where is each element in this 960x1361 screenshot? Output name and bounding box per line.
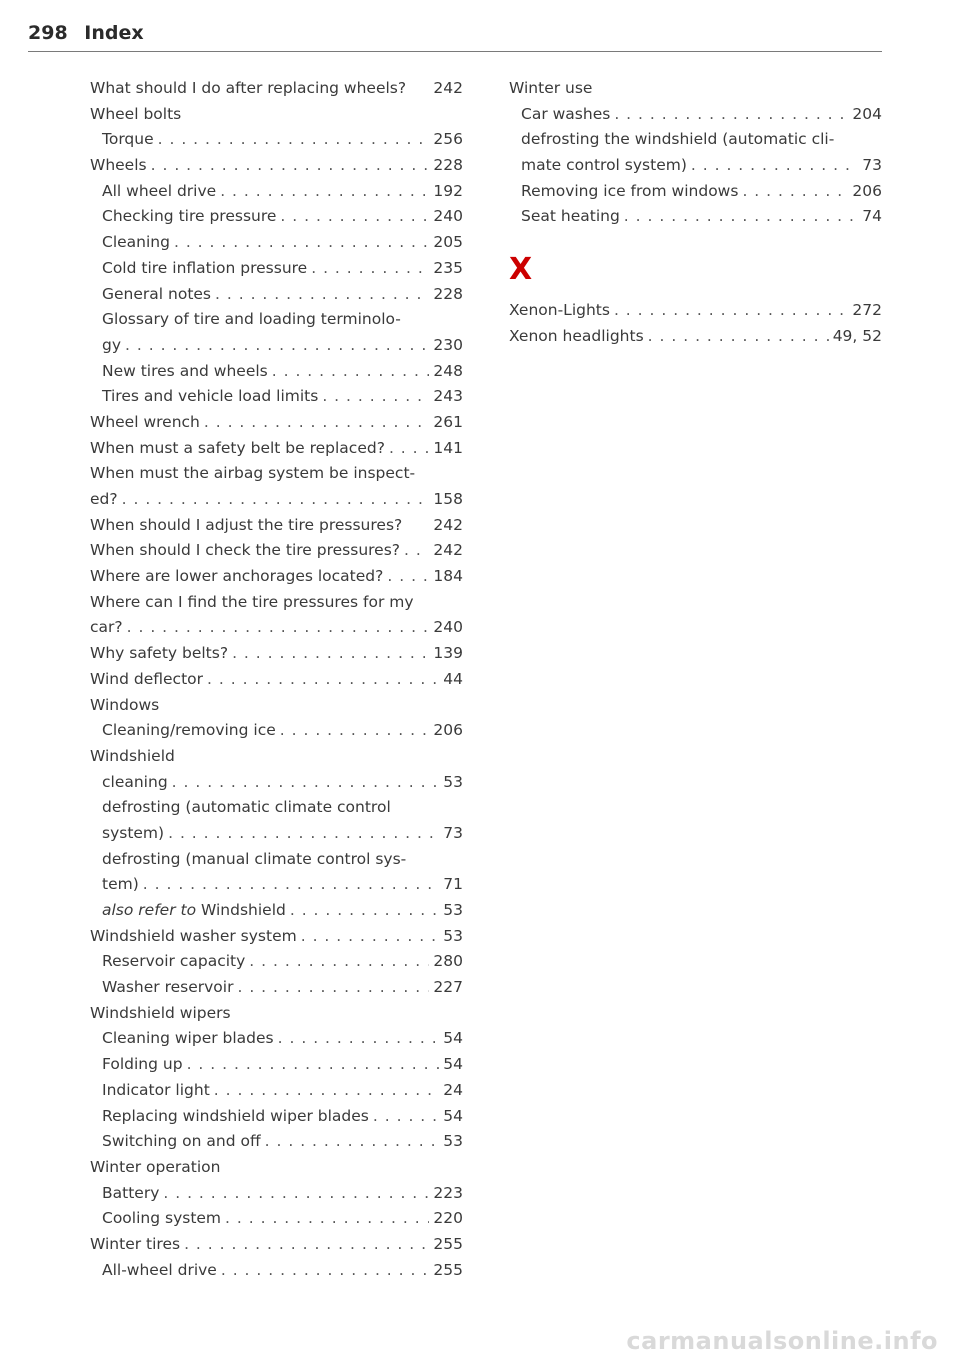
index-subentry bbox=[90, 230, 463, 256]
dot-leader bbox=[265, 1129, 440, 1155]
index-entry-text: Reservoir capacity bbox=[102, 952, 246, 971]
index-page-number: 192 bbox=[433, 181, 463, 200]
index-subentry bbox=[509, 153, 882, 179]
dot-leader bbox=[143, 872, 440, 898]
index-entry-text: Windshield bbox=[201, 901, 286, 919]
index-entry-text: General notes bbox=[102, 284, 212, 303]
index-subentry bbox=[90, 1181, 463, 1207]
dot-leader bbox=[614, 298, 848, 324]
index-page-number: 240 bbox=[433, 207, 463, 226]
index-page-number: 280 bbox=[433, 952, 463, 971]
index-page-number: 141 bbox=[433, 438, 463, 457]
dot-leader bbox=[272, 359, 430, 385]
index-entry-text: defrosting (manual climate control sys- bbox=[102, 849, 407, 868]
index-entry-text: Wheels bbox=[90, 156, 147, 175]
index-entry bbox=[90, 744, 463, 770]
index-column-left bbox=[90, 76, 463, 1283]
index-page-number: 74 bbox=[862, 207, 882, 226]
index-entry-text: When must the airbag system be inspect- bbox=[90, 464, 416, 483]
index-entry-text: Xenon-Lights bbox=[509, 301, 610, 320]
index-subentry bbox=[90, 282, 463, 308]
index-entry bbox=[90, 436, 463, 462]
index-subentry bbox=[509, 179, 882, 205]
index-entry-text: defrosting the windshield (automatic cli- bbox=[521, 130, 835, 149]
index-entry-text: Washer reservoir bbox=[102, 978, 234, 997]
watermark: carmanualsonline.info bbox=[626, 1327, 938, 1355]
index-entry-text: Why safety belts? bbox=[90, 644, 229, 663]
dot-leader bbox=[127, 615, 430, 641]
index-page-number: 206 bbox=[433, 721, 463, 740]
index-page-number: 272 bbox=[852, 301, 882, 320]
index-subentry bbox=[90, 795, 463, 821]
dot-leader bbox=[373, 1104, 439, 1130]
index-entry-text: Windows bbox=[90, 695, 160, 714]
index-subentry bbox=[90, 384, 463, 410]
index-page-number: 49, 52 bbox=[832, 326, 882, 345]
dot-leader bbox=[163, 1181, 429, 1207]
section-title: Index bbox=[84, 22, 144, 44]
index-entry-text: Cooling system bbox=[102, 1209, 222, 1228]
index-entry bbox=[90, 410, 463, 436]
dot-leader bbox=[280, 204, 429, 230]
index-subentry bbox=[90, 770, 463, 796]
index-subentry bbox=[90, 204, 463, 230]
index-entry-text: Wind deflector bbox=[90, 669, 204, 688]
dot-leader bbox=[187, 1052, 440, 1078]
index-page-number: 255 bbox=[433, 1234, 463, 1253]
dot-leader bbox=[168, 821, 439, 847]
index-page-number: 228 bbox=[433, 156, 463, 175]
index-page-number: 261 bbox=[433, 412, 463, 431]
index-entry-text: Windshield wipers bbox=[90, 1003, 231, 1022]
index-entry-text: Removing ice from windows bbox=[521, 181, 739, 200]
index-entry-text: Glossary of tire and loading terminolo- bbox=[102, 310, 401, 329]
index-page-number: 223 bbox=[433, 1183, 463, 1202]
index-page-number: 255 bbox=[433, 1260, 463, 1279]
index-subentry bbox=[90, 821, 463, 847]
dot-leader bbox=[249, 949, 429, 975]
index-entry-text: Winter use bbox=[509, 79, 593, 97]
index-subentry bbox=[90, 847, 463, 873]
page-number: 298 bbox=[28, 22, 68, 44]
index-page-number: 242 bbox=[433, 515, 463, 534]
dot-leader bbox=[278, 1026, 440, 1052]
index-page-number: 44 bbox=[443, 669, 463, 688]
index-entry bbox=[90, 102, 463, 128]
index-entry-text: Switching on and off bbox=[102, 1132, 261, 1151]
index-page-number: 206 bbox=[852, 181, 882, 200]
index-page-number: 54 bbox=[443, 1106, 463, 1125]
index-entry-text: Folding up bbox=[102, 1055, 183, 1074]
index-entry-text: Where can I find the tire pressures for my bbox=[90, 592, 414, 611]
index-subentry bbox=[509, 127, 882, 153]
index-entry-text: system) bbox=[102, 823, 165, 842]
dot-leader bbox=[404, 538, 429, 564]
index-entry-text: cleaning bbox=[102, 772, 168, 791]
index-page-number: 230 bbox=[433, 335, 463, 354]
index-entry-text: When should I check the tire pressures? bbox=[90, 541, 401, 560]
index-subentry bbox=[90, 1206, 463, 1232]
index-entry-text: Seat heating bbox=[521, 207, 620, 226]
index-subentry bbox=[90, 1026, 463, 1052]
index-entry bbox=[509, 324, 882, 350]
dot-leader bbox=[151, 153, 430, 179]
index-page-number: 227 bbox=[433, 978, 463, 997]
dot-leader bbox=[215, 282, 429, 308]
index-page-number: 73 bbox=[443, 823, 463, 842]
index-page-number: 204 bbox=[852, 104, 882, 123]
index-page-number: 242 bbox=[433, 541, 463, 560]
index-subentry bbox=[90, 179, 463, 205]
index-entry-text: Torque bbox=[102, 130, 154, 149]
index-entry-text: All-wheel drive bbox=[102, 1260, 217, 1279]
dot-leader bbox=[184, 1232, 429, 1258]
page-header bbox=[28, 22, 144, 44]
index-entry bbox=[90, 76, 463, 102]
index-subentry bbox=[509, 102, 882, 128]
index-entry bbox=[90, 513, 463, 539]
dot-leader bbox=[742, 179, 848, 205]
index-page-number: 24 bbox=[443, 1080, 463, 1099]
dot-leader bbox=[207, 667, 439, 693]
index-page-number: 53 bbox=[443, 901, 463, 919]
index-entry-text: Windshield washer system bbox=[90, 926, 297, 945]
index-entry-text: What should I do after replacing wheels? bbox=[90, 79, 407, 97]
index-page-number: 71 bbox=[443, 875, 463, 894]
dot-leader bbox=[172, 770, 440, 796]
index-entry-text: Where are lower anchorages located? bbox=[90, 567, 384, 586]
dot-leader bbox=[122, 487, 430, 513]
index-entry bbox=[90, 461, 463, 487]
index-entry bbox=[90, 924, 463, 950]
index-subentry bbox=[90, 1078, 463, 1104]
index-entry-text: Cleaning wiper blades bbox=[102, 1029, 274, 1048]
index-entry bbox=[90, 693, 463, 719]
index-entry-text: When should I adjust the tire pressures? bbox=[90, 515, 403, 534]
index-entry bbox=[509, 76, 882, 102]
index-page-number: 53 bbox=[443, 926, 463, 945]
index-page-number: 158 bbox=[433, 490, 463, 508]
index-entry-text: tem) bbox=[102, 875, 139, 894]
index-entry bbox=[90, 153, 463, 179]
index-entry-text: Cleaning/removing ice bbox=[102, 721, 276, 740]
index-entry bbox=[509, 298, 882, 324]
index-entry bbox=[90, 487, 463, 513]
index-entry-text: Winter tires bbox=[90, 1234, 181, 1253]
index-subentry bbox=[90, 1104, 463, 1130]
index-subentry bbox=[90, 256, 463, 282]
index-entry-text: Xenon headlights bbox=[509, 326, 644, 345]
index-entry-text: Replacing windshield wiper blades bbox=[102, 1106, 369, 1125]
index-entry bbox=[90, 590, 463, 616]
index-subentry bbox=[90, 898, 463, 924]
index-entry bbox=[90, 1232, 463, 1258]
index-entry-text: Cleaning bbox=[102, 233, 170, 252]
index-entry-text: Wheel wrench bbox=[90, 412, 200, 431]
dot-leader bbox=[125, 333, 429, 359]
index-entry bbox=[90, 538, 463, 564]
index-page-number: 228 bbox=[433, 284, 463, 303]
dot-leader bbox=[322, 384, 429, 410]
index-entry bbox=[90, 667, 463, 693]
index-entry-text: All wheel drive bbox=[102, 181, 217, 200]
dot-leader bbox=[624, 204, 858, 230]
index-subentry bbox=[90, 333, 463, 359]
index-entry-text: Checking tire pressure bbox=[102, 207, 277, 226]
index-entry bbox=[90, 564, 463, 590]
index-subentry bbox=[509, 204, 882, 230]
dot-leader bbox=[232, 641, 429, 667]
index-subentry bbox=[90, 718, 463, 744]
index-entry bbox=[90, 641, 463, 667]
dot-leader bbox=[290, 898, 439, 924]
index-subentry bbox=[90, 872, 463, 898]
index-subentry bbox=[90, 1129, 463, 1155]
index-page-number: 256 bbox=[433, 130, 463, 149]
index-entry-text: Wheel bolts bbox=[90, 104, 182, 123]
index-page-number: 73 bbox=[862, 156, 882, 175]
index-page-number: 54 bbox=[443, 1029, 463, 1048]
dot-leader bbox=[220, 179, 429, 205]
index-page-number: 205 bbox=[433, 233, 463, 252]
index-entry bbox=[90, 615, 463, 641]
dot-leader bbox=[204, 410, 430, 436]
index-entry-text: car? bbox=[90, 618, 123, 637]
index-subentry bbox=[90, 1052, 463, 1078]
index-entry-text: Winter operation bbox=[90, 1157, 221, 1176]
cross-reference-prefix: also refer to bbox=[102, 901, 197, 919]
index-page-number: 54 bbox=[443, 1055, 463, 1074]
index-subentry bbox=[90, 307, 463, 333]
index-entry-text: When must a safety belt be replaced? bbox=[90, 438, 385, 457]
index-page-number: 240 bbox=[433, 618, 463, 637]
index-page-number: 139 bbox=[433, 644, 463, 663]
index-entry-text: Windshield bbox=[90, 746, 175, 765]
index-entry-text: gy bbox=[102, 335, 122, 354]
dot-leader bbox=[158, 127, 430, 153]
index-page-number: 184 bbox=[433, 567, 463, 586]
index-subentry bbox=[90, 975, 463, 1001]
index-entry-text: Tires and vehicle load limits bbox=[102, 387, 319, 406]
dot-leader bbox=[237, 975, 429, 1001]
index-entry-text: mate control system) bbox=[521, 156, 687, 175]
dot-leader bbox=[214, 1078, 439, 1104]
index-entry-text: Cold tire inflation pressure bbox=[102, 258, 308, 277]
index-page-number: 53 bbox=[443, 772, 463, 791]
index-page-number: 235 bbox=[433, 258, 463, 277]
index-entry-text: defrosting (automatic climate control bbox=[102, 798, 391, 817]
dot-leader bbox=[225, 1206, 429, 1232]
dot-leader bbox=[221, 1258, 430, 1284]
index-entry bbox=[90, 1001, 463, 1027]
index-page-number: 220 bbox=[433, 1209, 463, 1228]
index-entry-text: ed? bbox=[90, 490, 118, 508]
index-subentry bbox=[90, 1258, 463, 1284]
index-entry-text: Battery bbox=[102, 1183, 160, 1202]
index-column-right bbox=[509, 76, 882, 350]
index-entry-text: Car washes bbox=[521, 104, 611, 123]
dot-leader bbox=[280, 718, 430, 744]
header-rule bbox=[28, 51, 882, 52]
dot-leader bbox=[614, 102, 848, 128]
dot-leader bbox=[174, 230, 429, 256]
dot-leader bbox=[691, 153, 858, 179]
index-page-number: 53 bbox=[443, 1132, 463, 1151]
index-entry-text: New tires and wheels bbox=[102, 361, 268, 380]
index-letter-heading: X bbox=[509, 252, 533, 288]
index-page-number: 243 bbox=[433, 387, 463, 406]
index-page-number: 242 bbox=[433, 79, 463, 97]
dot-leader bbox=[311, 256, 429, 282]
dot-leader bbox=[648, 324, 829, 350]
dot-leader bbox=[389, 436, 429, 462]
index-subentry bbox=[90, 127, 463, 153]
index-subentry bbox=[90, 949, 463, 975]
index-entry-text: Indicator light bbox=[102, 1080, 210, 1099]
dot-leader bbox=[387, 564, 429, 590]
index-subentry bbox=[90, 359, 463, 385]
index-page-number: 248 bbox=[433, 361, 463, 380]
dot-leader bbox=[301, 924, 440, 950]
index-entry bbox=[90, 1155, 463, 1181]
